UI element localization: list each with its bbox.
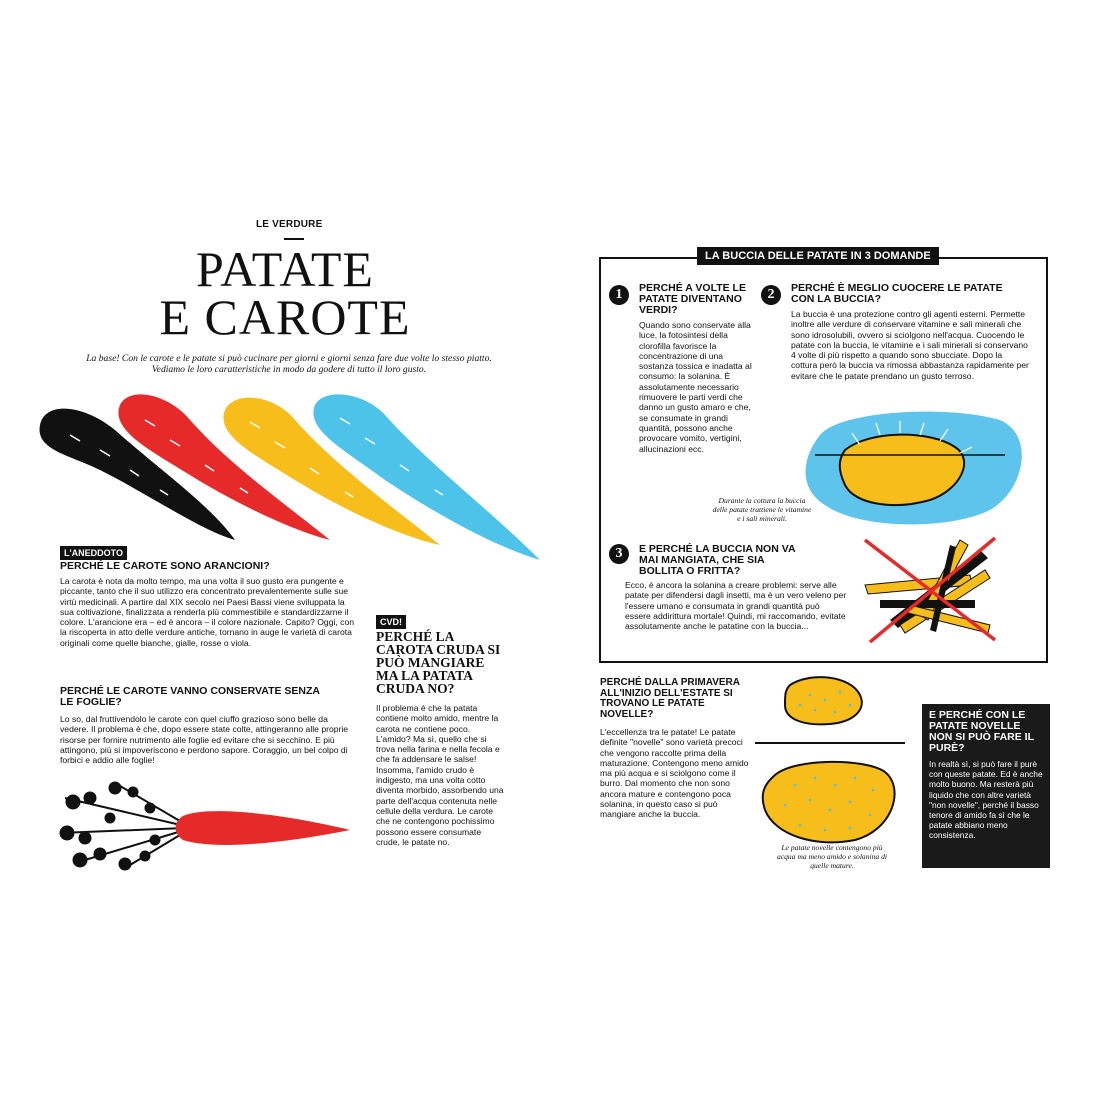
boiling-potato-caption: Durante la cottura la buccia delle patate trattiene le vitamine e i sali minerali. [712, 496, 812, 523]
question-2-title: PERCHÉ È MEGLIO CUOCERE LE PATATE CON LA BUCCIA? [791, 282, 1003, 305]
cvd-question: PERCHÉ LA CAROTA CRUDA SI PUÒ MANGIARE MA LA PATATA CRUDA NO? [376, 629, 501, 696]
carrot-leaves [60, 782, 185, 870]
novelle-answer: L'eccellenza tra le patate! Le patate definite "novelle" sono varietà precoci che vengono raccolte prima della maturazione. Contengono meno amido ma più acqua e si sciolgono come il burro. Dal momento che non sono ancora mature e contengono poca solanina, in questo caso si può mangiare anche la buccia. [600, 727, 749, 820]
page-title-line2: E CAROTE [159, 289, 411, 345]
crossed-out-fries-illustration [860, 530, 1000, 645]
question-1-body: Quando sono conservate alla luce, la fotosintesi della clorofilla favorisce la concentrazione di una sostanza tossica e inadatta al consumo: la solanina. È assolutamente necessario rimuovere le parti verdi che danno un gusto amaro e che, se consumate in grandi quantità, possono anche provocare vomito, vertigini, allucinazioni ecc. [639, 320, 752, 454]
kicker-divider [284, 238, 304, 240]
aneddoto-question-2: PERCHÉ LE CAROTE VANNO CONSERVATE SENZA LE FOGLIE? [60, 685, 320, 708]
cvd-answer: Il problema è che la patata contiene molto amido, mentre la carota ne contiene poco. L'amido? Ma sì, quello che si trova nella farina e nella fecola e che fa addensare le salse! Insomma, l'amido crudo è indigesto, ma una volta cotto diventa morbido, assorbendo una parte dell'acqua contenuta nelle cellule della verdura. Le carote che ne contengono pochissimo possono essere consumate crude, le patate no. [376, 703, 504, 847]
question-2-body: La buccia è una protezione contro gli agenti esterni. Permette inoltre alle verdure di conservare vitamine e sali minerali che sono idrosolubili, ovvero si sciolgono nell'acqua. Cuocendo le patate con la buccia, le vitamine e i sali minerali si conservano 4 volte di più rispetto a quando sono sbucciate. Dopo la cottura però la buccia va rimossa abbastanza rapidamente per evitare che le patate prendano un gusto terroso. [791, 309, 1029, 381]
new-potato [785, 677, 862, 724]
aneddoto-question-1: PERCHÉ LE CAROTE SONO ARANCIONI? [60, 560, 270, 572]
number-badge-3: 3 [609, 544, 629, 564]
mature-potato [763, 762, 895, 843]
new-potatoes-caption: Le patate novelle contengono più acqua ma meno amido e solanina di quelle mature. [776, 843, 888, 870]
pure-dark-box [922, 704, 1050, 868]
number-badge-1: 1 [609, 285, 629, 305]
question-1-title: PERCHÉ A VOLTE LE PATATE DIVENTANO VERDI? [639, 282, 746, 316]
boiling-potato-illustration [800, 405, 1025, 523]
novelle-question: PERCHÉ DALLA PRIMAVERA ALL'INIZIO DELL'ESTATE SI TROVANO LE PATATE NOVELLE? [600, 677, 740, 720]
page-title-line1: PATATE [196, 241, 374, 297]
pure-question: E PERCHÉ CON LE PATATE NOVELLE NON SI PUÒ FARE IL PURÈ? [929, 709, 1034, 754]
lead-paragraph: La base! Con le carote e le patate si può cucinare per giorni e giorni senza fare due volte lo stesso piatto. Vediamo le loro caratteristiche in modo da godere di tutto il loro gusto. [86, 353, 492, 375]
pure-answer: In realtà sì, si può fare il purè con queste patate. Ed è anche molto buono. Ma resterà più liquido che con altre varietà "non novelle", perché il basso tenore di amido fa sì che le patate abbiano meno consistenza. [929, 759, 1043, 841]
aneddoto-answer-2: Lo so, dal fruttivendolo le carote con quel ciuffo grazioso sono belle da vedere. Il problema è che, dopo essere state colte, attingeranno alle proprie risorse per fornire nutrimento alle foglie ed evitare che si secchino. E più attingono, più si impoveriscono e perdono sapore. Coraggio, un bel colpo di forbici e addio alle foglie! [60, 714, 349, 766]
number-badge-2: 2 [761, 285, 781, 305]
question-3-title: E PERCHÉ LA BUCCIA NON VA MAI MANGIATA, CHE SIA BOLLITA O FRITTA? [639, 543, 796, 577]
cvd-tag: CVD! [376, 615, 406, 629]
carrot-with-leaves-illustration [55, 778, 355, 870]
aneddoto-answer-1: La carota è nota da molto tempo, ma una volta il suo gusto era pungente e piccante, tanto che il suo utilizzo era concentrato prevalentemente sulle sue virtù medicinali. A partire dal XIX secolo nei Paesi Bassi viene sviluppata la sua coltivazione, finalizzata a renderla più commestibile e standardizzarne il colore. L'arancione era – ed è ancora – il colore nazionale. Capito? Oggi, con la riscoperta in atto delle verdure antiche, tornano in auge le varietà di carota originali come quelle bianche, gialle, rosse o viola. [60, 576, 355, 648]
section-kicker: LE VERDURE [256, 219, 323, 230]
box-title: LA BUCCIA DELLE PATATE IN 3 DOMANDE [697, 247, 939, 265]
new-potatoes-illustration [755, 670, 910, 850]
red-carrot-body [176, 811, 351, 845]
aneddoto-tag: L'ANEDDOTO [60, 546, 127, 560]
question-3-body: Ecco, è ancora la solanina a creare problemi: serve alle patate per difendersi dagli insetti, ma è un vero veleno per l'essere umano e consumata in grandi quantità può essere addirittura mortale! Quindi, mi raccomando, evitate assolutamente anche le patatine con la buccia... [625, 580, 847, 632]
